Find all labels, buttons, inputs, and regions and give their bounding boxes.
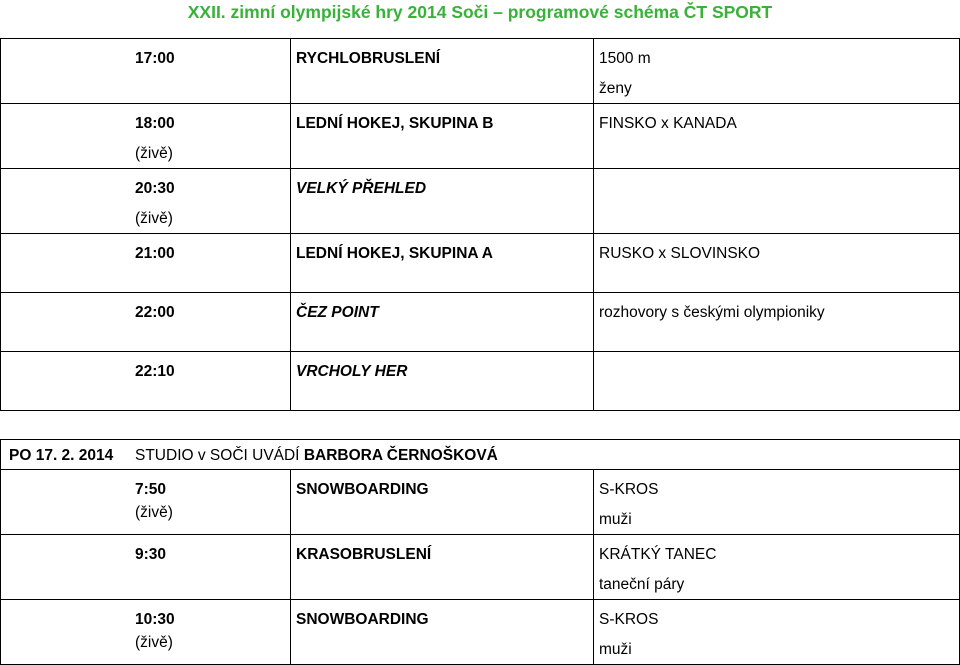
table-row [1, 352, 960, 411]
detail-cell: 1500 m ženy [594, 39, 960, 104]
time-cell: 9:30 [1, 535, 291, 600]
detail-cell: RUSKO x SLOVINSKO [594, 234, 960, 293]
spacer-row [1, 411, 960, 440]
table-row [1, 39, 960, 104]
event-cell: KRASOBRUSLENÍ [291, 535, 594, 600]
table-row [1, 470, 960, 535]
detail-cell: KRÁTKÝ TANEC taneční páry [594, 535, 960, 600]
detail-cell [594, 352, 960, 411]
spacer-cell [1, 411, 960, 440]
event-cell: LEDNÍ HOKEJ, SKUPINA B [291, 104, 594, 169]
detail-cell: rozhovory s českými olympioniky [594, 293, 960, 352]
table-row [1, 169, 960, 234]
table-row [1, 293, 960, 352]
schedule-table [0, 38, 960, 665]
event-cell: LEDNÍ HOKEJ, SKUPINA A [291, 234, 594, 293]
time-cell: 20:30 (živě) [1, 169, 291, 234]
day-date: PO 17. 2. 2014 [9, 447, 114, 464]
table-row [1, 234, 960, 293]
detail-cell [594, 169, 960, 234]
day-header-row [1, 440, 960, 470]
time-cell: 22:00 [1, 293, 291, 352]
event-cell: ČEZ POINT [291, 293, 594, 352]
time-cell: 18:00 (živě) [1, 104, 291, 169]
studio-prefix: STUDIO v SOČI UVÁDÍ [135, 447, 304, 464]
event-cell: VELKÝ PŘEHLED [291, 169, 594, 234]
time-cell: 21:00 [1, 234, 291, 293]
page-title: XXII. zimní olympijské hry 2014 Soči – programové schéma ČT SPORT [187, 2, 773, 22]
time-cell: 22:10 [1, 352, 291, 411]
event-cell: SNOWBOARDING [291, 600, 594, 665]
time-cell: 7:50 (živě) [1, 470, 291, 535]
event-cell: SNOWBOARDING [291, 470, 594, 535]
detail-cell: FINSKO x KANADA [594, 104, 960, 169]
table-row [1, 535, 960, 600]
event-cell: VRCHOLY HER [291, 352, 594, 411]
studio-host: BARBORA ČERNOŠKOVÁ [303, 447, 498, 464]
detail-cell: S-KROS muži [594, 600, 960, 665]
detail-cell: S-KROS muži [594, 470, 960, 535]
day-header-cell [1, 440, 960, 470]
time-cell: 10:30 (živě) [1, 600, 291, 665]
table-row [1, 600, 960, 665]
table-row [1, 104, 960, 169]
time-cell: 17:00 [1, 39, 291, 104]
event-cell: RYCHLOBRUSLENÍ [291, 39, 594, 104]
